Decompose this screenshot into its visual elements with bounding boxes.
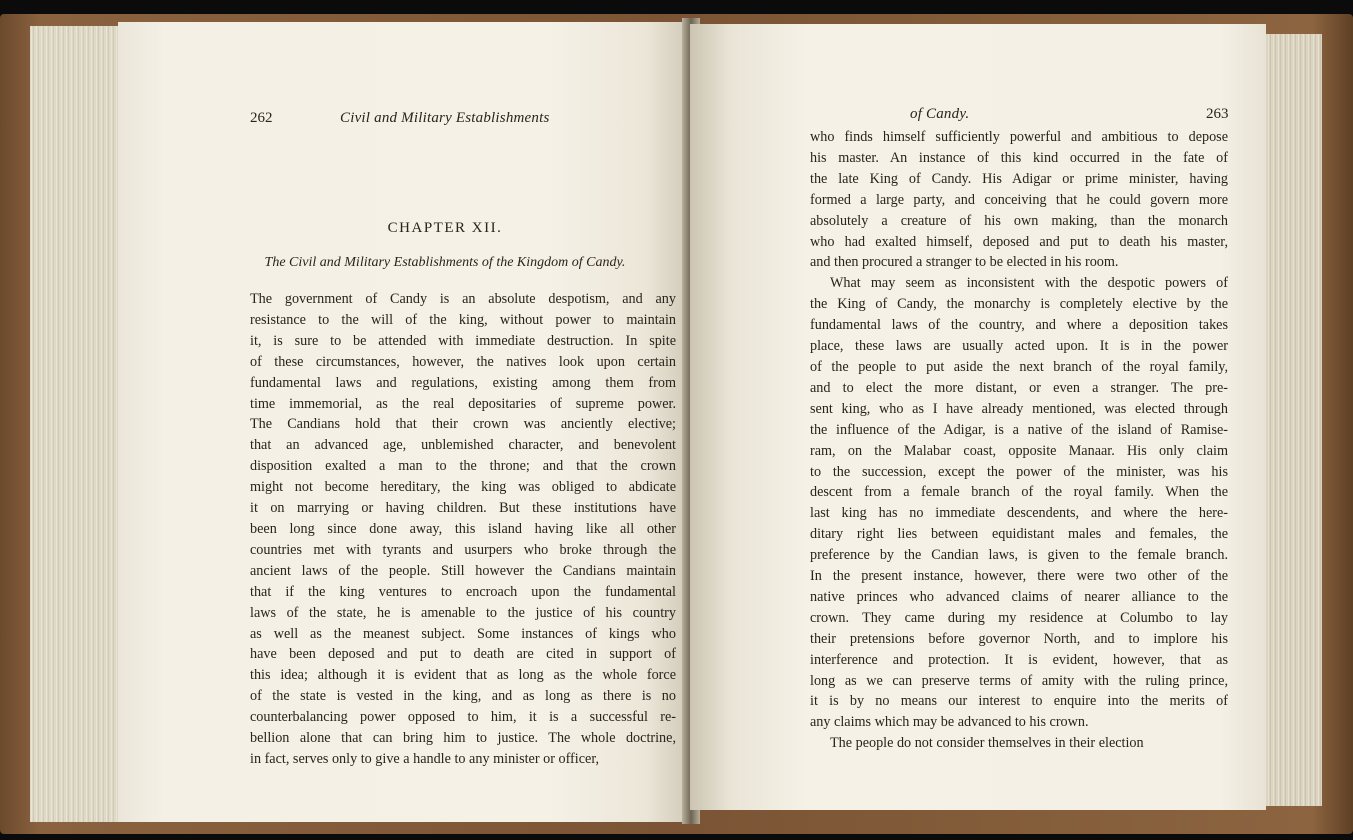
right-page-line: any claims which may be advanced to his crown.	[810, 714, 1089, 731]
left-page-line: have been deposed and put to death are cited in support of	[250, 646, 676, 663]
left-page	[118, 22, 692, 822]
left-page-line: it, is sure to be attended with immediate destruction. In spite	[250, 332, 676, 349]
right-page-line: and to elect the more distant, or even a stranger. The pre-	[810, 379, 1228, 396]
right-page-line: the late King of Candy. His Adigar or prime minister, having	[810, 170, 1228, 187]
left-page-line: as well as the meanest subject. Some instances of kings who	[250, 625, 676, 642]
right-page-line: crown. They came during my residence at Columbo to lay	[810, 609, 1228, 626]
right-page	[690, 24, 1266, 810]
left-running-head: Civil and Military Establishments	[340, 110, 550, 126]
left-page-line: The government of Candy is an absolute despotism, and any	[250, 291, 676, 307]
left-page-line: fundamental laws and regulations, existing among them from	[250, 374, 676, 391]
left-page-line: this idea; although it is evident that as long as the whole force	[250, 667, 676, 684]
right-body-text	[810, 127, 1228, 754]
right-page-line: their pretensions before governor North, and to implore his	[810, 630, 1228, 647]
left-page-line: ancient laws of the people. Still however the Candians maintain	[250, 562, 676, 579]
right-page-line: formed a large party, and conceiving that he could govern more	[810, 191, 1228, 208]
right-page-line: the influence of the Adigar, is a native of the island of Ramise-	[810, 421, 1228, 438]
left-page-line: resistance to the will of the king, without power to maintain	[250, 311, 676, 328]
page-edges-right	[1262, 34, 1322, 806]
right-page-number: 263	[1206, 106, 1229, 122]
right-page-line: In the present instance, however, there were two other of the	[810, 568, 1228, 585]
left-page-line: that if the king ventures to encroach upon the fundamental	[250, 583, 676, 600]
left-body-text	[250, 289, 676, 770]
left-page-line: of the state is vested in the king, and as long as there is no	[250, 688, 676, 705]
right-page-line: long as we can preserve terms of amity with the ruling prince,	[810, 672, 1228, 689]
left-page-line: it on marrying or having children. But these institutions have	[250, 500, 676, 517]
right-page-line: The people do not consider themselves in their election	[830, 735, 1144, 752]
right-page-line: fundamental laws of the country, and where a deposition takes	[810, 317, 1228, 334]
right-page-line: who had exalted himself, deposed and put to death his master,	[810, 233, 1228, 250]
right-page-line: to the succession, except the power of the minister, was his	[810, 463, 1228, 480]
right-page-line: the King of Candy, the monarchy is completely elective by the	[810, 296, 1228, 313]
right-page-line: sent king, who as I have already mentioned, was elected through	[810, 400, 1228, 417]
left-page-line: countries met with tyrants and usurpers who broke through the	[250, 541, 676, 558]
chapter-heading: CHAPTER XII.	[387, 220, 503, 236]
right-page-line: What may seem as inconsistent with the despotic powers of	[830, 275, 1228, 292]
left-page-line: The Candians hold that their crown was anciently elective;	[250, 416, 676, 433]
left-page-line: in fact, serves only to give a handle to any minister or officer,	[250, 750, 600, 767]
page-edges-left	[30, 26, 122, 822]
right-page-line: absolutely a creature of his own making, than the monarch	[810, 212, 1228, 229]
left-page-line: counterbalancing power opposed to him, it is a successful re-	[250, 709, 676, 726]
left-page-line: laws of the state, he is amenable to the justice of his country	[250, 604, 676, 621]
right-page-line: place, these laws are usually acted upon. It is in the power	[810, 338, 1228, 355]
right-running-head: of Candy.	[910, 106, 970, 122]
right-page-line: ditary right lies between equidistant males and females, the	[810, 526, 1228, 543]
left-page-number: 262	[250, 110, 273, 126]
left-page-line: might not become hereditary, the king was obliged to abdicate	[250, 479, 676, 496]
right-page-line: descent from a female branch of the royal family. When the	[810, 484, 1228, 501]
left-page-line: that an advanced age, unblemished character, and benevolent	[250, 437, 676, 454]
right-page-line: it is by no means our interest to enquire into the merits of	[810, 693, 1228, 710]
right-page-line: who finds himself sufficiently powerful and ambitious to depose	[810, 129, 1228, 145]
left-page-line: time immemorial, as the real depositaries of supreme power.	[250, 395, 676, 412]
left-page-line: of these circumstances, however, the natives look upon certain	[250, 353, 676, 370]
chapter-subtitle: The Civil and Military Establishments of the Kingdom of Candy.	[264, 255, 626, 270]
right-page-line: of the people to put aside the next branch of the royal family,	[810, 358, 1228, 375]
right-page-line: last king has no immediate descendents, and where the here-	[810, 505, 1228, 522]
right-page-line: interference and protection. It is evident, however, that as	[810, 651, 1228, 668]
right-page-line: ram, on the Malabar coast, opposite Manaar. His only claim	[810, 442, 1228, 459]
left-page-line: disposition exalted a man to the throne; and that the crown	[250, 458, 676, 475]
right-page-line: his master. An instance of this kind occurred in the fate of	[810, 149, 1228, 166]
right-page-line: native princes who advanced claims of nearer alliance to the	[810, 588, 1228, 605]
right-page-line: and then procured a stranger to be elected in his room.	[810, 254, 1119, 271]
right-page-line: preference by the Candian laws, is given to the female branch.	[810, 547, 1228, 564]
left-page-line: bellion alone that can bring him to justice. The whole doctrine,	[250, 730, 676, 747]
left-page-line: been long since done away, this island having like all other	[250, 520, 676, 537]
